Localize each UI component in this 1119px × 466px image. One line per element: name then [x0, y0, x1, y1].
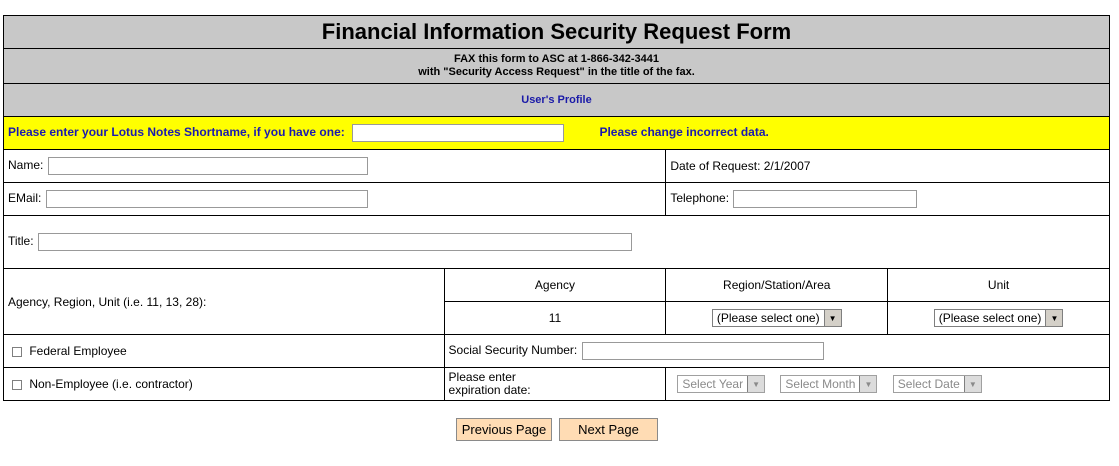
month-select[interactable] — [780, 375, 877, 393]
non-employee-cell — [4, 368, 445, 401]
region-select[interactable] — [712, 309, 842, 327]
non-employee-checkbox[interactable] — [12, 380, 22, 390]
unit-select[interactable] — [934, 309, 1064, 327]
chevron-down-icon[interactable]: ▼ — [747, 376, 764, 392]
year-select[interactable] — [677, 375, 765, 393]
title-label: Title: — [8, 234, 34, 249]
name-input[interactable] — [48, 157, 368, 175]
month-select-value: Select Month — [785, 377, 856, 391]
year-select-value: Select Year — [682, 377, 744, 391]
security-request-form — [3, 15, 1110, 401]
title-cell — [4, 216, 1110, 269]
next-page-button[interactable]: Next Page — [559, 418, 658, 441]
agency-region-unit-label-cell — [4, 269, 445, 335]
chevron-down-icon[interactable]: ▼ — [824, 310, 841, 326]
ssn-cell — [444, 335, 1109, 368]
telephone-input[interactable] — [733, 190, 917, 208]
lotus-notes-input[interactable] — [352, 124, 564, 142]
expiration-selects-cell — [666, 368, 1110, 401]
telephone-cell — [666, 183, 1110, 216]
ssn-input[interactable] — [582, 342, 824, 360]
region-select-cell — [666, 302, 888, 335]
fax-instructions — [4, 49, 1110, 84]
unit-select-cell — [888, 302, 1110, 335]
ssn-label: Social Security Number: — [448, 343, 578, 358]
email-input[interactable] — [46, 190, 368, 208]
federal-employee-label: Federal Employee — [29, 344, 127, 358]
date-of-request: Date of Request: 2/1/2007 — [670, 159, 811, 173]
agency-region-unit-label: Agency, Region, Unit (i.e. 11, 13, 28): — [8, 294, 207, 309]
form-title: Financial Information Security Request Form — [4, 16, 1110, 49]
lotus-notes-label: Please enter your Lotus Notes Shortname, if you have one: — [8, 125, 345, 140]
agency-value: 11 — [444, 302, 666, 335]
expiration-label-cell — [444, 368, 666, 401]
fax-line-1: FAX this form to ASC at 1-866-342-3441 — [454, 53, 659, 65]
name-label: Name: — [8, 158, 44, 173]
section-title-users-profile: User's Profile — [4, 84, 1110, 117]
email-cell — [4, 183, 666, 216]
federal-employee-checkbox[interactable] — [12, 347, 22, 357]
date-of-request-cell — [666, 150, 1110, 183]
unit-header: Unit — [888, 269, 1110, 302]
date-select[interactable] — [893, 375, 982, 393]
change-data-notice: Please change incorrect data. — [599, 125, 769, 140]
expiration-label-line-1: Please enter — [448, 370, 516, 384]
date-select-value: Select Date — [897, 377, 960, 391]
federal-employee-cell — [4, 335, 445, 368]
previous-page-button[interactable]: Previous Page — [456, 418, 552, 441]
region-header: Region/Station/Area — [666, 269, 888, 302]
title-input[interactable] — [38, 233, 632, 251]
expiration-label-line-2: expiration date: — [448, 383, 531, 397]
email-label: EMail: — [8, 191, 42, 206]
unit-select-value: (Please select one) — [938, 311, 1042, 325]
lotus-notes-row — [4, 117, 1110, 150]
chevron-down-icon[interactable]: ▼ — [859, 376, 876, 392]
chevron-down-icon[interactable]: ▼ — [1045, 310, 1062, 326]
fax-line-2: with "Security Access Request" in the title of the fax. — [418, 66, 695, 78]
non-employee-label: Non-Employee (i.e. contractor) — [29, 377, 193, 391]
region-select-value: (Please select one) — [716, 311, 820, 325]
agency-header: Agency — [444, 269, 666, 302]
chevron-down-icon[interactable]: ▼ — [964, 376, 981, 392]
name-cell — [4, 150, 666, 183]
telephone-label: Telephone: — [670, 191, 730, 206]
